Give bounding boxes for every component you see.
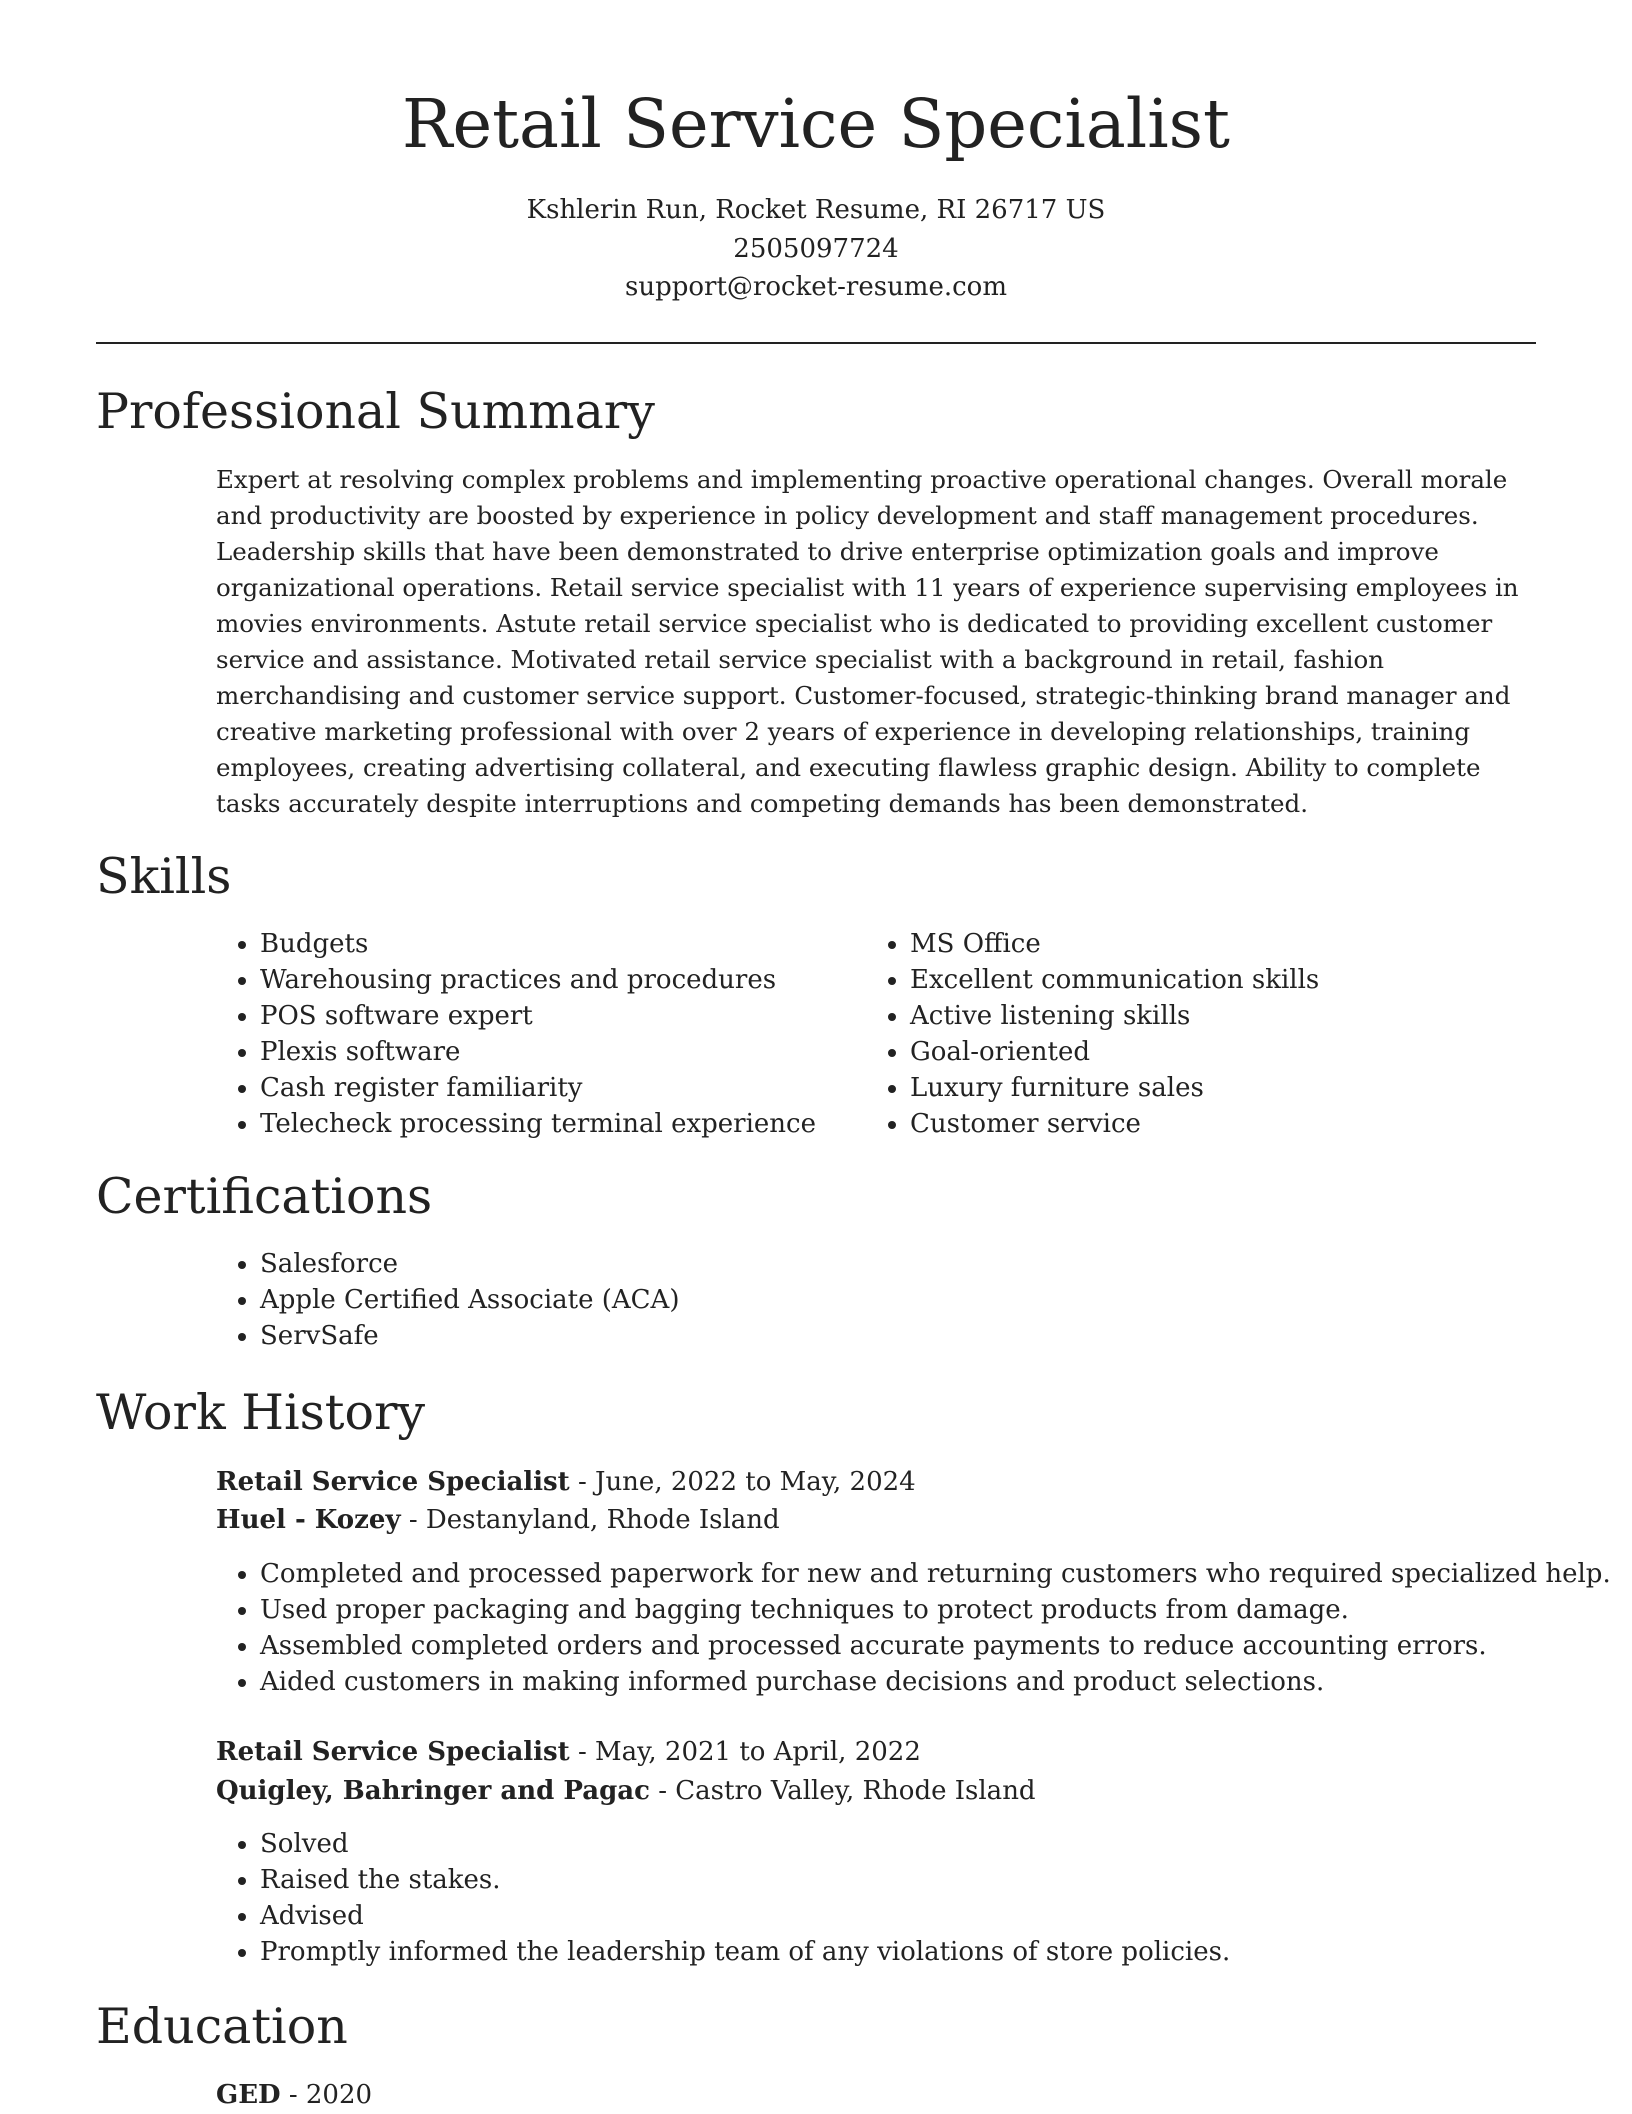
job-company: Huel - Kozey	[216, 1505, 401, 1535]
skills-heading: Skills	[96, 848, 232, 905]
job-location: - Castro Valley, Rhode Island	[649, 1776, 1036, 1806]
education-line	[216, 2076, 372, 2114]
skill-item: • POS software expert	[260, 998, 816, 1034]
header-divider	[96, 342, 1536, 344]
skill-item: • Budgets	[260, 926, 816, 962]
skills-list-right	[866, 926, 1319, 1142]
summary-text: Expert at resolving complex problems and implementing proactive operational changes. Overall morale and productivity are boosted by experience in policy development and staff management procedures. Leadership skills that have been demonstrated to drive enterprise optimization goals and improve organizational operations. Retail service specialist with 11 years of experience supervising employees in movies environments. Astute retail service specialist who is dedicated to providing excellent customer service and assistance. Motivated retail service specialist with a background in retail, fashion merchandising and customer service support. Customer-focused, strategic-thinking brand manager and creative marketing professional with over 2 years of experience in developing relationships, training employees, creating advertising collateral, and executing flawless graphic design. Ability to complete tasks accurately despite interruptions and competing demands has been demonstrated.	[216, 465, 1519, 818]
job-position: Retail Service Specialist	[216, 1467, 570, 1497]
education-heading: Education	[96, 1998, 348, 2055]
job-company: Quigley, Bahringer and Pagac	[216, 1776, 650, 1806]
contact-phone: 2505097724	[733, 234, 899, 264]
job-location: - Destanyland, Rhode Island	[400, 1505, 780, 1535]
job-2-bullets	[216, 1826, 1230, 1970]
job-1-org-line	[216, 1501, 780, 1539]
summary-heading: Professional Summary	[96, 383, 655, 440]
skill-item: • MS Office	[910, 926, 1319, 962]
certifications-list	[216, 1246, 679, 1354]
education-year: - 2020	[280, 2080, 373, 2110]
job-2-title-line	[216, 1733, 921, 1771]
skill-item: • Cash register familiarity	[260, 1070, 816, 1106]
job-bullet: • Used proper packaging and bagging techniques to protect products from damage.	[260, 1592, 1611, 1628]
job-dates: - May, 2021 to April, 2022	[569, 1737, 921, 1767]
skill-item: • Telecheck processing terminal experience	[260, 1106, 816, 1142]
skill-item: • Customer service	[910, 1106, 1319, 1142]
certification-item: • Salesforce	[260, 1246, 679, 1282]
skill-item: • Active listening skills	[910, 998, 1319, 1034]
certification-item: • ServSafe	[260, 1318, 679, 1354]
job-dates: - June, 2022 to May, 2024	[569, 1467, 916, 1497]
skill-item: • Warehousing practices and procedures	[260, 962, 816, 998]
job-bullet: • Solved	[260, 1826, 1230, 1862]
job-bullet: • Advised	[260, 1898, 1230, 1934]
job-bullet: • Raised the stakes.	[260, 1862, 1230, 1898]
certification-item: • Apple Certified Associate (ACA)	[260, 1282, 679, 1318]
job-bullet: • Completed and processed paperwork for new and returning customers who required specialized help.	[260, 1556, 1611, 1592]
candidate-title: Retail Service Specialist	[402, 85, 1230, 163]
skills-list-left	[216, 926, 816, 1142]
skill-item: • Plexis software	[260, 1034, 816, 1070]
job-1-bullets	[216, 1556, 1611, 1700]
job-2-org-line	[216, 1772, 1036, 1810]
job-bullet: • Promptly informed the leadership team of any violations of store policies.	[260, 1934, 1230, 1970]
certifications-heading: Certifications	[96, 1168, 433, 1225]
job-position: Retail Service Specialist	[216, 1737, 570, 1767]
education-degree: GED	[216, 2080, 281, 2110]
job-bullet: • Assembled completed orders and processed accurate payments to reduce accounting errors.	[260, 1628, 1611, 1664]
skill-item: • Luxury furniture sales	[910, 1070, 1319, 1106]
contact-email: support@rocket-resume.com	[624, 272, 1007, 302]
skill-item: • Excellent communication skills	[910, 962, 1319, 998]
contact-address: Kshlerin Run, Rocket Resume, RI 26717 US	[526, 195, 1106, 225]
job-1-title-line	[216, 1463, 916, 1501]
work-history-heading: Work History	[96, 1384, 426, 1441]
skill-item: • Goal-oriented	[910, 1034, 1319, 1070]
job-bullet: • Aided customers in making informed purchase decisions and product selections.	[260, 1664, 1611, 1700]
